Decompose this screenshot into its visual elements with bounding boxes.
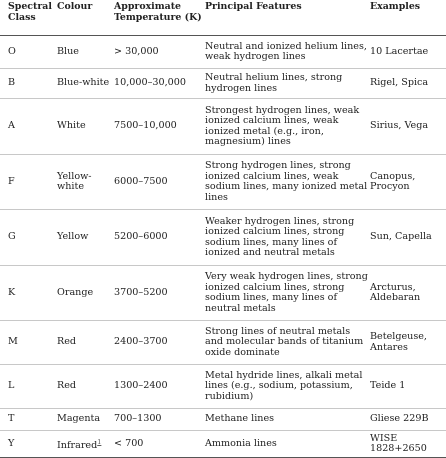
- table-header-row: [0, 0, 446, 36]
- cell-class: K: [8, 286, 16, 298]
- cell-colour: Orange: [57, 286, 94, 298]
- header-colour: Colour: [57, 0, 114, 36]
- cell-features: Ammonia lines: [205, 437, 277, 449]
- cell-temperature: 2400–3700: [114, 336, 168, 348]
- table-row: [0, 266, 446, 321]
- cell-class: L: [8, 380, 15, 392]
- cell-class: F: [8, 175, 15, 187]
- cell-examples: Teide 1: [370, 380, 406, 392]
- header-spectral-class: Spectral Class: [0, 0, 57, 36]
- cell-examples: Betelgeuse, Antares: [370, 331, 427, 353]
- cell-colour: Red: [57, 380, 77, 392]
- cell-features: Metal hydride lines, alkali metal lines (e.g., sodium, potassium, rubidium): [205, 369, 363, 402]
- cell-class: Y: [8, 437, 15, 449]
- cell-examples: Arcturus, Aldebaran: [370, 281, 421, 303]
- cell-features: Methane lines: [205, 413, 275, 425]
- table-row: [0, 36, 446, 69]
- table-row: [0, 431, 446, 458]
- cell-examples: 10 Lacertae: [370, 45, 429, 57]
- cell-colour: Red: [57, 336, 77, 348]
- table-row: [0, 210, 446, 266]
- table-row: [0, 365, 446, 409]
- cell-temperature: 5200–6000: [114, 231, 168, 243]
- cell-class: T: [8, 413, 15, 425]
- cell-features: Weaker hydrogen lines, strong ionized calcium lines, strong sodium lines, many lines of ionized and neutral metals: [205, 215, 355, 258]
- table-row: [0, 69, 446, 99]
- cell-colour: Blue: [57, 45, 79, 57]
- cell-temperature: 3700–5200: [114, 286, 168, 298]
- cell-examples: Sirius, Vega: [370, 120, 429, 132]
- cell-examples: Gliese 229B: [370, 413, 429, 425]
- cell-class: O: [8, 45, 16, 57]
- cell-class: G: [8, 231, 16, 243]
- table-row: [0, 409, 446, 431]
- cell-examples: Sun, Capella: [370, 231, 432, 243]
- cell-temperature: 7500–10,000: [114, 120, 177, 132]
- cell-examples: WISE 1828+2650: [370, 432, 427, 454]
- cell-features: Strong hydrogen lines, strong ionized calcium lines, weak sodium lines, many ionized metal lines: [205, 160, 368, 203]
- cell-features: Neutral and ionized helium lines, weak hydrogen lines: [205, 40, 367, 62]
- table-row: [0, 155, 446, 210]
- cell-colour: White: [57, 120, 86, 132]
- cell-features: Strong lines of neutral metals and molecular bands of titanium oxide dominate: [205, 325, 364, 358]
- cell-examples: Canopus, Procyon: [370, 170, 416, 192]
- cell-colour: Yellow: [57, 231, 89, 243]
- cell-temperature: < 700: [114, 437, 144, 449]
- cell-colour: [57, 431, 114, 458]
- cell-features: Strongest hydrogen lines, weak ionized calcium lines, weak ionized metal (e.g., iron, magnesium) lines: [205, 104, 360, 147]
- cell-features: Neutral helium lines, strong hydrogen lines: [205, 72, 343, 94]
- header-examples: Examples: [370, 0, 446, 36]
- cell-colour: Yellow-white: [57, 170, 92, 192]
- footnote-link[interactable]: 1: [97, 437, 102, 446]
- cell-features: Very weak hydrogen lines, strong ionized calcium lines, strong sodium lines, many lines of neutral metals: [205, 271, 368, 314]
- header-temperature: Approximate Temperature (K): [114, 0, 205, 36]
- cell-class: M: [8, 336, 18, 348]
- table-row: [0, 99, 446, 155]
- cell-class: B: [8, 77, 16, 89]
- cell-colour: Magenta: [57, 413, 101, 425]
- cell-temperature: 10,000–30,000: [114, 77, 186, 89]
- cell-temperature: > 30,000: [114, 45, 159, 57]
- cell-temperature: 6000–7500: [114, 175, 168, 187]
- table-row: [0, 321, 446, 365]
- cell-temperature: 1300–2400: [114, 380, 168, 392]
- header-features: Principal Features: [205, 0, 370, 36]
- colour-text: Infrared: [57, 439, 98, 451]
- cell-class: A: [8, 120, 15, 132]
- cell-examples: Rigel, Spica: [370, 77, 429, 89]
- cell-colour: Blue-white: [57, 77, 110, 89]
- cell-temperature: 700–1300: [114, 413, 162, 425]
